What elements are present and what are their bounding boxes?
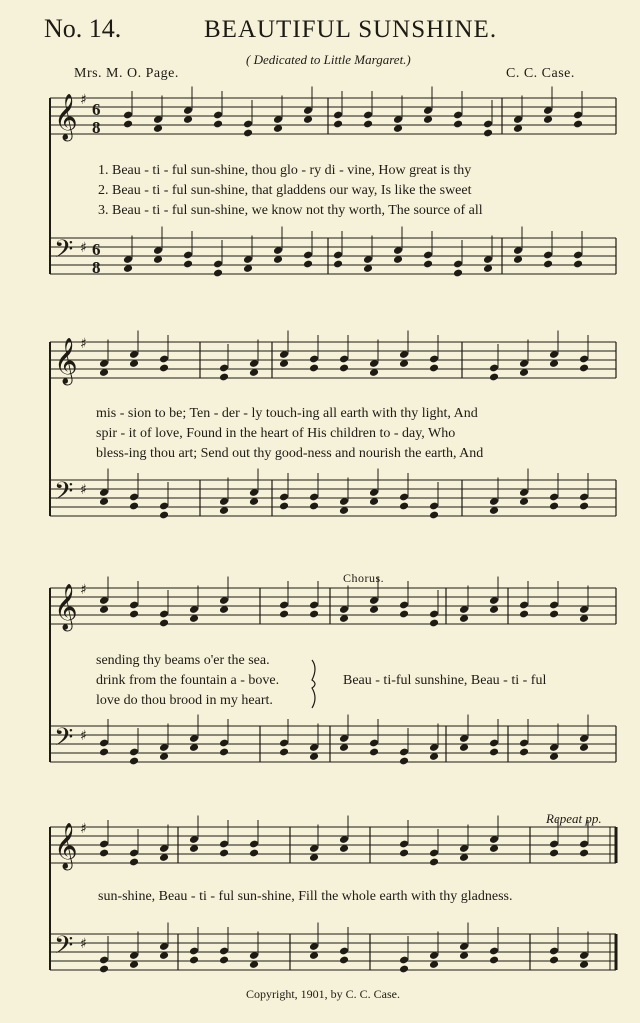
note-head bbox=[489, 373, 499, 382]
sharp-icon: ♯ bbox=[80, 582, 87, 598]
treble-clef-icon: 𝄞 bbox=[54, 584, 78, 630]
lyric-line-1-verse-1: 1. Beau - ti - ful sun-shine, thou glo - ry di - vine, How great is thy bbox=[98, 163, 472, 178]
note-head bbox=[279, 502, 289, 511]
note-head bbox=[549, 956, 559, 965]
note-head bbox=[423, 260, 433, 269]
note-head bbox=[99, 748, 109, 757]
lyric-line-3-verse-2: drink from the fountain a - bove. bbox=[96, 673, 280, 688]
note-head bbox=[159, 619, 169, 628]
note-head bbox=[99, 965, 109, 974]
sharp-icon: ♯ bbox=[80, 936, 87, 952]
note-head bbox=[543, 260, 553, 269]
hymn-number: No. 14. bbox=[44, 14, 122, 43]
note-head bbox=[279, 748, 289, 757]
note-head bbox=[123, 120, 133, 129]
note-head bbox=[579, 502, 589, 511]
note-head bbox=[549, 610, 559, 619]
note-head bbox=[159, 364, 169, 373]
note-head bbox=[129, 502, 139, 511]
note-head bbox=[429, 364, 439, 373]
treble-clef-icon: 𝄞 bbox=[54, 338, 78, 384]
note-head bbox=[429, 619, 439, 628]
note-head bbox=[453, 269, 463, 278]
note-head bbox=[489, 956, 499, 965]
note-head bbox=[363, 120, 373, 129]
lyric-line-1-verse-3: 3. Beau - ti - ful sun-shine, we know not thy worth, The source of all bbox=[98, 203, 483, 218]
bass-clef-icon: 𝄢 bbox=[54, 477, 74, 512]
note-head bbox=[333, 120, 343, 129]
note-head bbox=[129, 610, 139, 619]
sharp-icon: ♯ bbox=[80, 728, 87, 744]
note-head bbox=[489, 748, 499, 757]
sharp-icon: ♯ bbox=[80, 240, 87, 256]
time-signature-top: 6 bbox=[92, 100, 101, 119]
note-head bbox=[309, 610, 319, 619]
note-head bbox=[279, 610, 289, 619]
note-head bbox=[129, 757, 139, 766]
note-head bbox=[183, 260, 193, 269]
lyric-line-2-verse-2: spir - it of love, Found in the heart of His children to - day, Who bbox=[96, 426, 456, 441]
chorus-label: Chorus. bbox=[343, 571, 385, 585]
note-head bbox=[519, 748, 529, 757]
lyric-line-4: sun-shine, Beau - ti - ful sun-shine, Fill the whole earth with thy gladness. bbox=[98, 889, 513, 904]
lyricist: Mrs. M. O. Page. bbox=[74, 66, 179, 81]
lyric-line-2-verse-3: bless-ing thou art; Send out thy good-ness and nourish the earth, And bbox=[96, 446, 484, 461]
time-signature-bottom: 8 bbox=[92, 118, 101, 137]
note-head bbox=[483, 129, 493, 138]
bass-clef-icon: 𝄢 bbox=[54, 931, 74, 966]
note-head bbox=[213, 120, 223, 129]
treble-clef-icon: 𝄞 bbox=[54, 823, 78, 869]
note-head bbox=[399, 965, 409, 974]
lyric-line-3-verse-1: sending thy beams o'er the sea. bbox=[96, 653, 270, 668]
note-head bbox=[579, 364, 589, 373]
sharp-icon: ♯ bbox=[80, 92, 87, 108]
lyric-line-1-verse-2: 2. Beau - ti - ful sun-shine, that gladdens our way, Is like the sweet bbox=[98, 183, 472, 198]
note-head bbox=[429, 511, 439, 520]
note-head bbox=[159, 511, 169, 520]
lyric-brace bbox=[312, 660, 315, 708]
note-head bbox=[549, 502, 559, 511]
note-head bbox=[399, 502, 409, 511]
note-head bbox=[579, 849, 589, 858]
note-head bbox=[429, 858, 439, 867]
note-head bbox=[243, 129, 253, 138]
note-head bbox=[219, 748, 229, 757]
note-head bbox=[309, 502, 319, 511]
note-head bbox=[309, 364, 319, 373]
bass-clef-icon: 𝄢 bbox=[54, 723, 74, 758]
note-head bbox=[219, 956, 229, 965]
note-head bbox=[213, 269, 223, 278]
note-head bbox=[129, 858, 139, 867]
note-head bbox=[453, 120, 463, 129]
note-head bbox=[99, 849, 109, 858]
note-head bbox=[399, 849, 409, 858]
note-head bbox=[249, 849, 259, 858]
lyric-line-2-verse-1: mis - sion to be; Ten - der - ly touch-ing all earth with thy light, And bbox=[96, 406, 478, 421]
note-head bbox=[573, 260, 583, 269]
note-head bbox=[519, 610, 529, 619]
bass-clef-icon: 𝄢 bbox=[54, 235, 74, 270]
dedication: ( Dedicated to Little Margaret.) bbox=[246, 52, 411, 67]
time-signature-top: 6 bbox=[92, 240, 101, 259]
sharp-icon: ♯ bbox=[80, 336, 87, 352]
note-head bbox=[339, 364, 349, 373]
lyric-line-3-verse-3: love do thou brood in my heart. bbox=[96, 693, 273, 708]
note-head bbox=[549, 849, 559, 858]
note-head bbox=[399, 757, 409, 766]
repeat-instruction: Repeat pp. bbox=[546, 811, 602, 826]
composer: C. C. Case. bbox=[506, 66, 575, 81]
copyright: Copyright, 1901, by C. C. Case. bbox=[246, 987, 401, 1001]
note-head bbox=[219, 849, 229, 858]
note-head bbox=[339, 956, 349, 965]
note-head bbox=[399, 610, 409, 619]
note-head bbox=[573, 120, 583, 129]
note-head bbox=[219, 373, 229, 382]
note-head bbox=[369, 748, 379, 757]
note-head bbox=[189, 956, 199, 965]
sharp-icon: ♯ bbox=[80, 821, 87, 837]
note-head bbox=[333, 260, 343, 269]
hymn-title: BEAUTIFUL SUNSHINE. bbox=[204, 16, 498, 43]
time-signature-bottom: 8 bbox=[92, 258, 101, 277]
note-head bbox=[303, 260, 313, 269]
treble-clef-icon: 𝄞 bbox=[54, 94, 78, 140]
sharp-icon: ♯ bbox=[80, 482, 87, 498]
chorus-lyric: Beau - ti-ful sunshine, Beau - ti - ful bbox=[343, 673, 547, 688]
